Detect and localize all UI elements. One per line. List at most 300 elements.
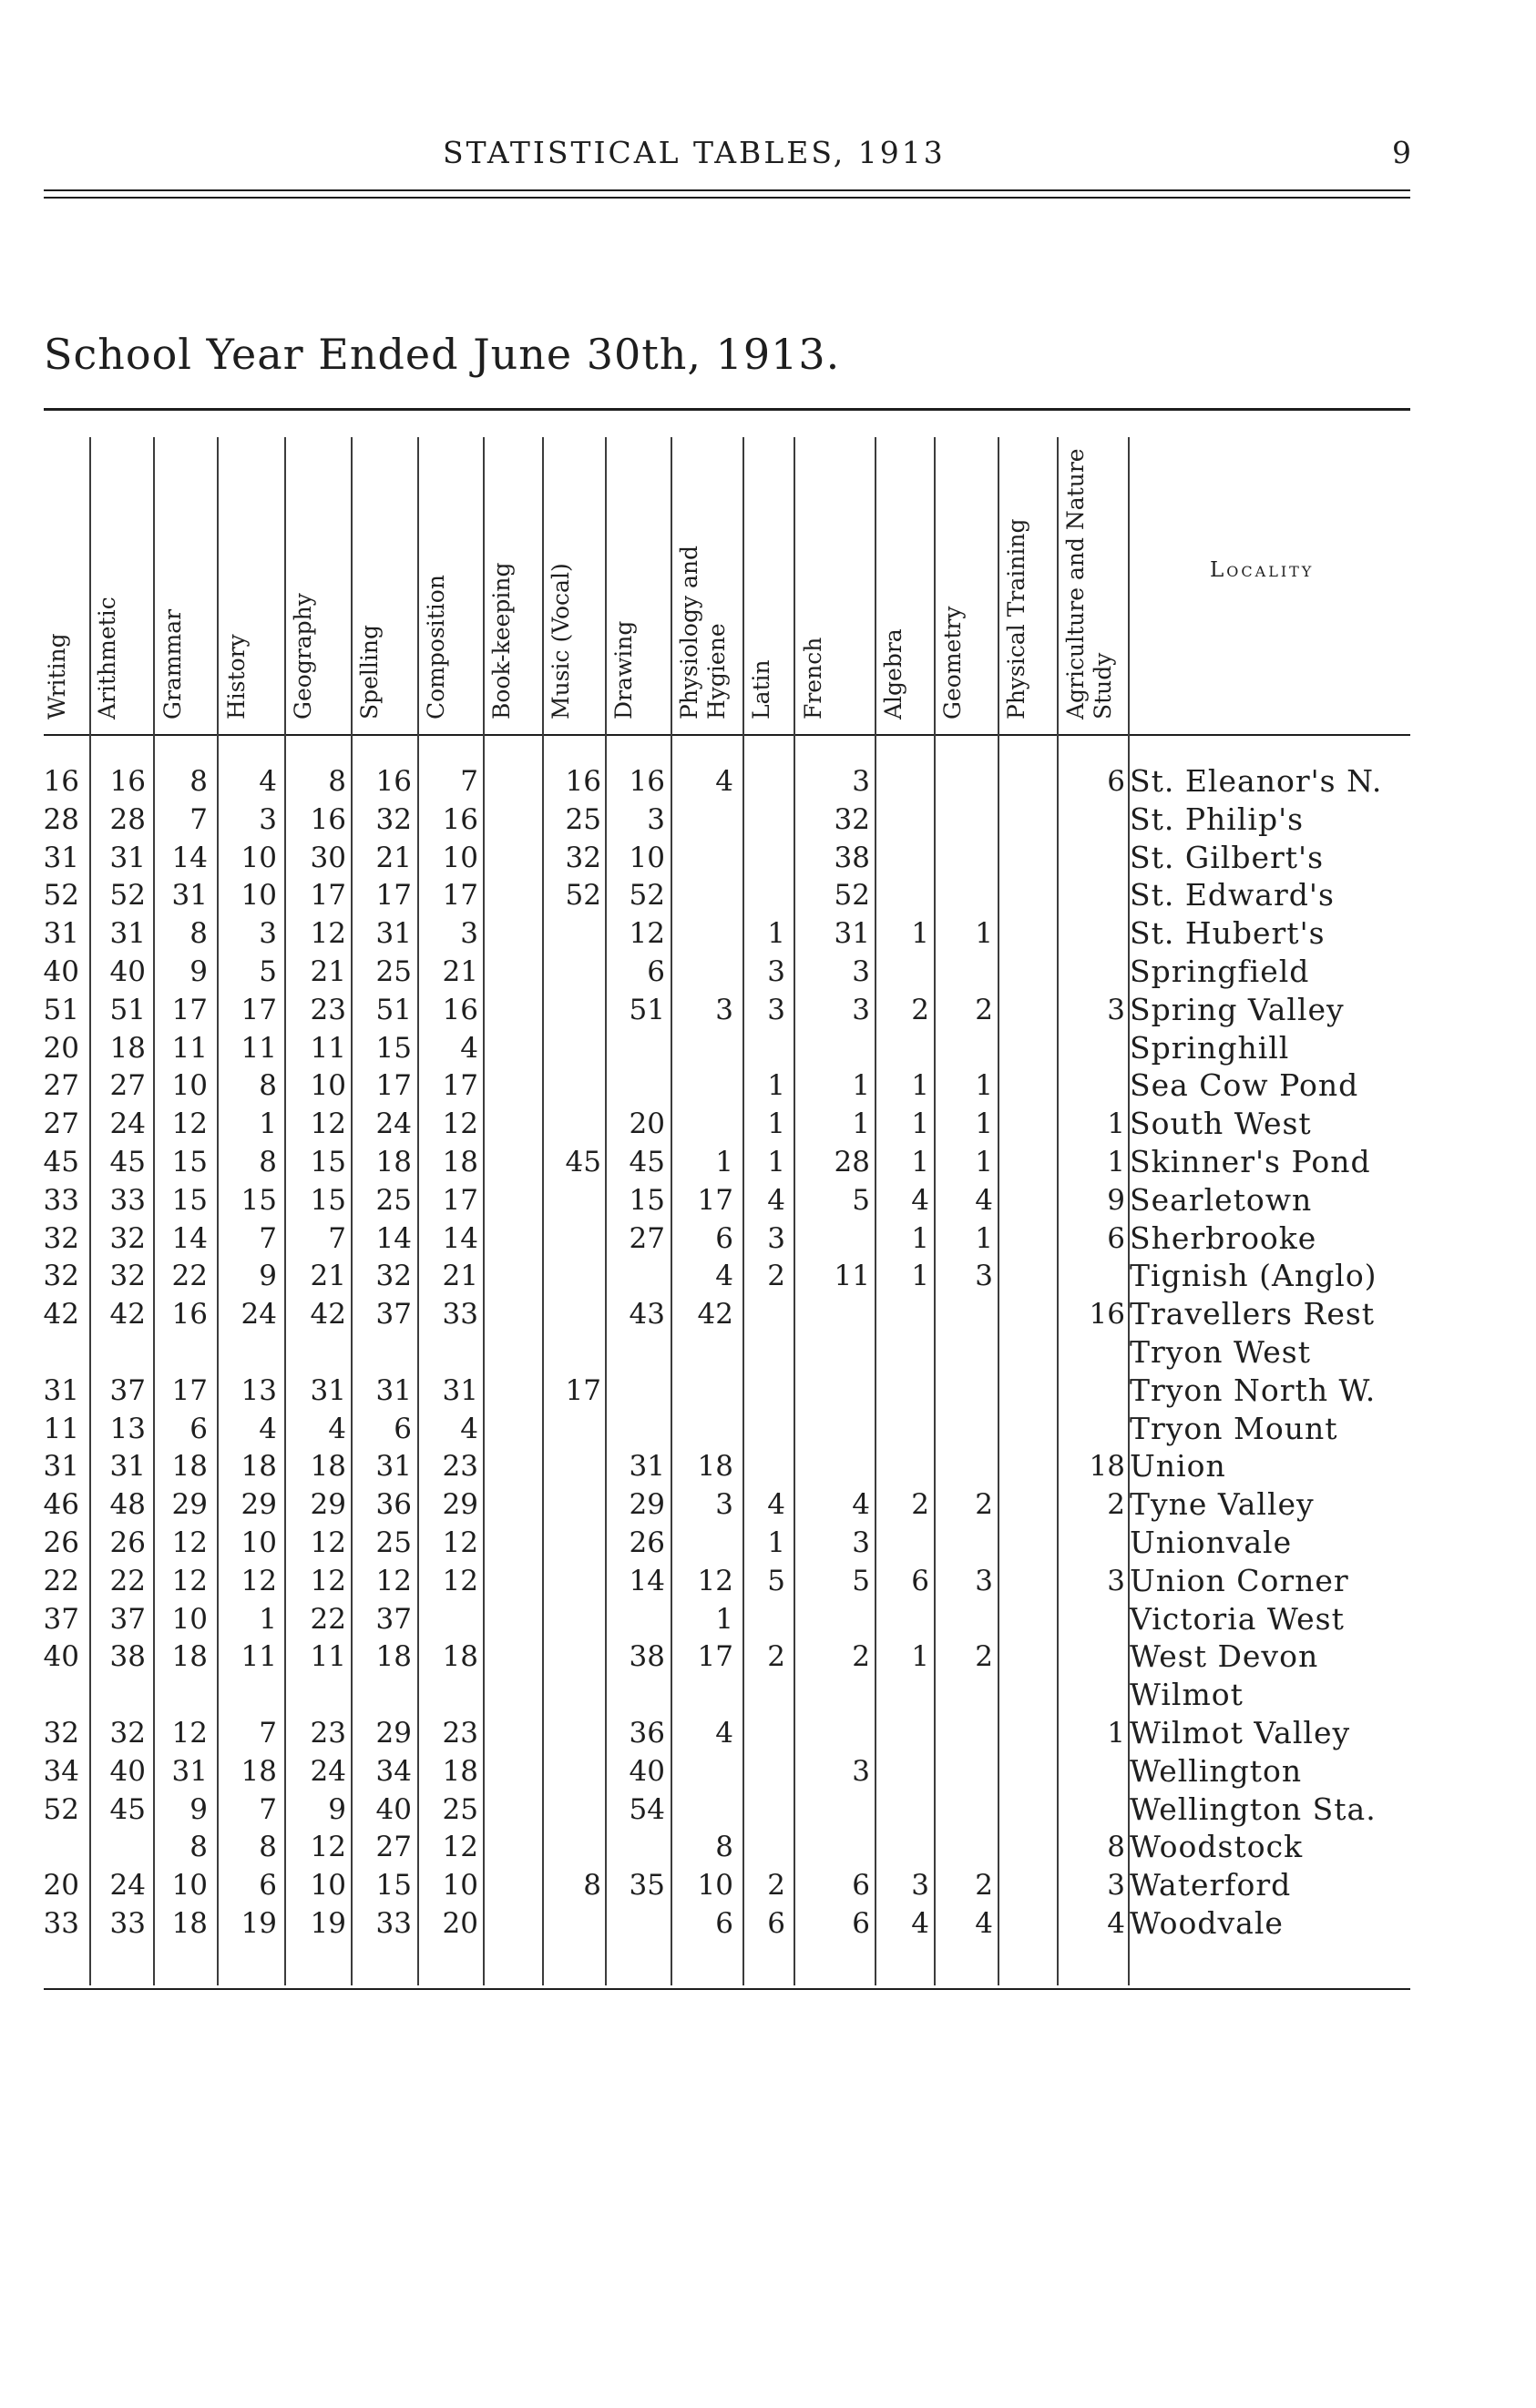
- locality-name: Tryon North W.: [1130, 1372, 1377, 1408]
- cell-french: 3: [852, 993, 870, 1026]
- cell-composition: 18: [442, 1754, 478, 1788]
- cell-spelling: 6: [394, 1412, 412, 1445]
- cell-arithmetic: 32: [109, 1717, 146, 1750]
- cell-music-vocal: 52: [565, 879, 601, 913]
- cell-composition: 31: [442, 1373, 478, 1407]
- header-algebra: Algebra: [880, 628, 906, 719]
- column-rule: [284, 437, 286, 1985]
- cell-geography: 8: [328, 765, 346, 798]
- cell-composition: 17: [442, 879, 478, 913]
- cell-french: 28: [834, 1146, 870, 1178]
- cell-writing: 34: [43, 1754, 79, 1788]
- column-rule: [89, 437, 91, 1985]
- cell-history: 11: [241, 1031, 277, 1065]
- cell-grammar: 10: [171, 1069, 208, 1103]
- cell-writing: 32: [43, 1221, 79, 1255]
- cell-writing: 31: [43, 1373, 79, 1407]
- cell-composition: 14: [442, 1221, 478, 1255]
- cell-spelling: 25: [375, 1526, 412, 1559]
- cell-geography: 42: [310, 1298, 346, 1332]
- cell-agriculture-and-nature-study: 16: [1089, 1298, 1125, 1332]
- cell-latin: 2: [767, 1260, 785, 1293]
- cell-agriculture-and-nature-study: 9: [1107, 1183, 1125, 1217]
- cell-spelling: 32: [375, 1260, 412, 1293]
- cell-arithmetic: 40: [109, 955, 146, 988]
- cell-composition: 21: [442, 955, 478, 988]
- cell-history: 24: [241, 1298, 277, 1332]
- cell-agriculture-and-nature-study: 2: [1107, 1488, 1125, 1522]
- cell-composition: 12: [442, 1831, 478, 1864]
- cell-physiology-and-hygiene: 1: [715, 1146, 733, 1178]
- column-rule: [742, 437, 744, 1985]
- locality-name: Wilmot Valley: [1130, 1715, 1351, 1750]
- cell-physiology-and-hygiene: 12: [697, 1564, 733, 1597]
- cell-history: 10: [241, 879, 277, 913]
- locality-name: Tignish (Anglo): [1130, 1258, 1377, 1294]
- cell-spelling: 32: [375, 802, 412, 836]
- cell-arithmetic: 31: [109, 917, 146, 951]
- column-rule: [671, 437, 672, 1985]
- cell-writing: 20: [43, 1031, 79, 1065]
- cell-geography: 10: [310, 1069, 346, 1103]
- cell-geography: 21: [310, 955, 346, 988]
- cell-writing: 31: [43, 841, 79, 874]
- cell-music-vocal: 17: [565, 1373, 601, 1407]
- cell-algebra: 2: [911, 1488, 929, 1522]
- column-rule: [417, 437, 419, 1985]
- cell-french: 6: [852, 1907, 870, 1940]
- cell-french: 3: [852, 1754, 870, 1788]
- header-arithmetic: Arithmetic: [94, 597, 120, 719]
- cell-music-vocal: 45: [565, 1146, 601, 1178]
- cell-french: 38: [834, 841, 870, 874]
- cell-composition: 25: [442, 1792, 478, 1826]
- cell-arithmetic: 31: [109, 1450, 146, 1484]
- cell-spelling: 16: [375, 765, 412, 798]
- cell-composition: 12: [442, 1107, 478, 1141]
- cell-geography: 4: [328, 1412, 346, 1445]
- cell-composition: 4: [460, 1412, 478, 1445]
- cell-spelling: 25: [375, 955, 412, 988]
- cell-writing: 27: [43, 1069, 79, 1103]
- cell-geography: 12: [310, 917, 346, 951]
- cell-history: 5: [259, 955, 277, 988]
- cell-writing: 33: [43, 1183, 79, 1217]
- cell-composition: 23: [442, 1717, 478, 1750]
- cell-latin: 1: [767, 1069, 785, 1103]
- cell-grammar: 8: [189, 1831, 208, 1864]
- cell-agriculture-and-nature-study: 4: [1107, 1907, 1125, 1940]
- cell-arithmetic: 24: [109, 1869, 146, 1903]
- cell-writing: 32: [43, 1260, 79, 1293]
- table-caption: School Year Ended June 30th, 1913.: [44, 330, 841, 379]
- cell-algebra: 1: [911, 1069, 929, 1103]
- cell-drawing: 38: [629, 1640, 665, 1674]
- cell-history: 7: [259, 1717, 277, 1750]
- cell-writing: 16: [43, 765, 79, 798]
- locality-name: St. Hubert's: [1130, 915, 1326, 952]
- locality-name: St. Gilbert's: [1130, 839, 1325, 875]
- cell-spelling: 17: [375, 1069, 412, 1103]
- cell-geography: 19: [310, 1907, 346, 1940]
- cell-history: 7: [259, 1792, 277, 1826]
- cell-geography: 30: [310, 841, 346, 874]
- cell-geography: 18: [310, 1450, 346, 1484]
- cell-grammar: 17: [171, 993, 208, 1026]
- header-geography: Geography: [290, 593, 316, 719]
- header-latin: Latin: [748, 659, 774, 719]
- cell-latin: 1: [767, 917, 785, 951]
- header-bottom-rule: [44, 734, 1410, 736]
- cell-spelling: 12: [375, 1564, 412, 1597]
- cell-composition: 12: [442, 1564, 478, 1597]
- locality-name: Tyne Valley: [1130, 1486, 1315, 1523]
- cell-spelling: 34: [375, 1754, 412, 1788]
- cell-composition: 16: [442, 802, 478, 836]
- cell-grammar: 18: [171, 1907, 208, 1940]
- cell-spelling: 25: [375, 1183, 412, 1217]
- cell-french: 4: [852, 1488, 870, 1522]
- cell-agriculture-and-nature-study: 3: [1107, 1564, 1125, 1597]
- cell-spelling: 31: [375, 1373, 412, 1407]
- cell-writing: 31: [43, 917, 79, 951]
- cell-physiology-and-hygiene: 1: [715, 1602, 733, 1636]
- cell-grammar: 17: [171, 1373, 208, 1407]
- cell-agriculture-and-nature-study: 1: [1107, 1107, 1125, 1141]
- cell-grammar: 15: [171, 1146, 208, 1178]
- locality-name: Springfield: [1130, 954, 1310, 989]
- column-rule: [217, 437, 219, 1985]
- header-french: French: [800, 637, 826, 719]
- column-rule: [483, 437, 485, 1985]
- cell-arithmetic: 31: [109, 841, 146, 874]
- locality-name: Skinner's Pond: [1130, 1144, 1371, 1179]
- cell-physiology-and-hygiene: 6: [715, 1221, 733, 1255]
- cell-history: 29: [241, 1488, 277, 1522]
- cell-geometry: 1: [975, 1221, 993, 1255]
- cell-geography: 12: [310, 1526, 346, 1559]
- cell-geography: 17: [310, 879, 346, 913]
- cell-music-vocal: 32: [565, 841, 601, 874]
- cell-latin: 4: [767, 1488, 785, 1522]
- cell-drawing: 27: [629, 1221, 665, 1255]
- header-rule-bottom: [44, 197, 1410, 199]
- cell-history: 1: [259, 1107, 277, 1141]
- cell-arithmetic: 28: [109, 802, 146, 836]
- cell-geometry: 3: [975, 1564, 993, 1597]
- page-number: 9: [1392, 135, 1411, 170]
- cell-history: 11: [241, 1640, 277, 1674]
- cell-arithmetic: 48: [109, 1488, 146, 1522]
- column-rule: [605, 437, 607, 1985]
- cell-arithmetic: 32: [109, 1221, 146, 1255]
- cell-physiology-and-hygiene: 10: [697, 1869, 733, 1903]
- table-top-rule: [44, 408, 1410, 411]
- cell-drawing: 14: [629, 1564, 665, 1597]
- locality-name: St. Edward's: [1130, 877, 1335, 913]
- cell-algebra: 1: [911, 1640, 929, 1674]
- cell-spelling: 15: [375, 1869, 412, 1903]
- cell-physiology-and-hygiene: 4: [715, 1260, 733, 1293]
- cell-algebra: 4: [911, 1183, 929, 1217]
- cell-history: 10: [241, 1526, 277, 1559]
- cell-music-vocal: 25: [565, 802, 601, 836]
- header-drawing: Drawing: [610, 620, 637, 719]
- header-music-vocal: Music (Vocal): [548, 563, 574, 719]
- cell-french: 3: [852, 955, 870, 988]
- cell-algebra: 1: [911, 1221, 929, 1255]
- header-book-keeping: Book-keeping: [488, 562, 515, 719]
- cell-composition: 12: [442, 1526, 478, 1559]
- cell-latin: 6: [767, 1907, 785, 1940]
- cell-drawing: 20: [629, 1107, 665, 1141]
- running-title: STATISTICAL TABLES, 1913: [443, 135, 946, 170]
- cell-history: 3: [259, 917, 277, 951]
- header-physiology-and-hygiene: Physiology and Hygiene: [676, 545, 730, 719]
- cell-grammar: 11: [171, 1031, 208, 1065]
- cell-grammar: 6: [189, 1412, 208, 1445]
- cell-algebra: 1: [911, 917, 929, 951]
- cell-drawing: 36: [629, 1717, 665, 1750]
- cell-physiology-and-hygiene: 8: [715, 1831, 733, 1864]
- cell-drawing: 51: [629, 993, 665, 1026]
- cell-spelling: 31: [375, 917, 412, 951]
- cell-history: 3: [259, 802, 277, 836]
- cell-geography: 23: [310, 1717, 346, 1750]
- cell-spelling: 37: [375, 1602, 412, 1636]
- cell-writing: 40: [43, 955, 79, 988]
- cell-drawing: 43: [629, 1298, 665, 1332]
- cell-french: 31: [834, 917, 870, 951]
- cell-composition: 18: [442, 1640, 478, 1674]
- column-rule: [998, 437, 999, 1985]
- cell-french: 11: [834, 1260, 870, 1293]
- cell-arithmetic: 52: [109, 879, 146, 913]
- cell-geography: 29: [310, 1488, 346, 1522]
- cell-history: 19: [241, 1907, 277, 1940]
- column-rule: [351, 437, 353, 1985]
- cell-grammar: 14: [171, 1221, 208, 1255]
- cell-agriculture-and-nature-study: 1: [1107, 1717, 1125, 1750]
- header-composition: Composition: [423, 575, 449, 719]
- cell-composition: 16: [442, 993, 478, 1026]
- cell-history: 15: [241, 1183, 277, 1217]
- cell-history: 8: [259, 1831, 277, 1864]
- cell-grammar: 12: [171, 1526, 208, 1559]
- cell-algebra: 1: [911, 1260, 929, 1293]
- cell-physiology-and-hygiene: 17: [697, 1640, 733, 1674]
- locality-name: Tryon West: [1130, 1334, 1311, 1370]
- cell-arithmetic: 26: [109, 1526, 146, 1559]
- cell-spelling: 15: [375, 1031, 412, 1065]
- cell-writing: 42: [43, 1298, 79, 1332]
- locality-name: South West: [1130, 1106, 1312, 1142]
- cell-grammar: 8: [189, 765, 208, 798]
- locality-name: Union Corner: [1130, 1562, 1349, 1598]
- header-spelling: Spelling: [356, 624, 383, 719]
- locality-name: Sea Cow Pond: [1130, 1067, 1359, 1104]
- cell-arithmetic: 51: [109, 993, 146, 1026]
- cell-history: 10: [241, 841, 277, 874]
- cell-latin: 3: [767, 993, 785, 1026]
- cell-history: 1: [259, 1602, 277, 1636]
- locality-name: Wellington: [1130, 1752, 1303, 1789]
- cell-writing: 33: [43, 1907, 79, 1940]
- cell-grammar: 12: [171, 1564, 208, 1597]
- column-rule: [153, 437, 155, 1985]
- cell-history: 12: [241, 1564, 277, 1597]
- cell-arithmetic: 13: [109, 1412, 146, 1445]
- cell-spelling: 17: [375, 879, 412, 913]
- cell-history: 8: [259, 1069, 277, 1103]
- cell-agriculture-and-nature-study: 3: [1107, 993, 1125, 1026]
- cell-grammar: 9: [189, 1792, 208, 1826]
- locality-name: Victoria West: [1130, 1600, 1345, 1637]
- cell-grammar: 10: [171, 1602, 208, 1636]
- cell-geography: 16: [310, 802, 346, 836]
- cell-drawing: 6: [647, 955, 665, 988]
- cell-spelling: 21: [375, 841, 412, 874]
- cell-drawing: 29: [629, 1488, 665, 1522]
- cell-physiology-and-hygiene: 4: [715, 765, 733, 798]
- cell-drawing: 52: [629, 879, 665, 913]
- cell-physiology-and-hygiene: 18: [697, 1450, 733, 1484]
- header-locality: Locality: [1210, 558, 1315, 582]
- cell-geography: 11: [310, 1640, 346, 1674]
- cell-writing: 32: [43, 1717, 79, 1750]
- cell-history: 17: [241, 993, 277, 1026]
- cell-grammar: 8: [189, 917, 208, 951]
- cell-french: 2: [852, 1640, 870, 1674]
- cell-french: 1: [852, 1107, 870, 1141]
- cell-grammar: 18: [171, 1640, 208, 1674]
- cell-latin: 1: [767, 1107, 785, 1141]
- cell-french: 3: [852, 765, 870, 798]
- locality-name: West Devon: [1130, 1638, 1319, 1675]
- cell-french: 5: [852, 1183, 870, 1217]
- cell-arithmetic: 38: [109, 1640, 146, 1674]
- cell-grammar: 31: [171, 879, 208, 913]
- column-rule: [1057, 437, 1059, 1985]
- cell-algebra: 1: [911, 1146, 929, 1178]
- cell-geography: 22: [310, 1602, 346, 1636]
- cell-geometry: 1: [975, 1146, 993, 1178]
- cell-algebra: 6: [911, 1564, 929, 1597]
- cell-arithmetic: 24: [109, 1107, 146, 1141]
- cell-history: 6: [259, 1869, 277, 1903]
- cell-arithmetic: 40: [109, 1754, 146, 1788]
- cell-physiology-and-hygiene: 42: [697, 1298, 733, 1332]
- cell-arithmetic: 45: [109, 1146, 146, 1178]
- cell-drawing: 31: [629, 1450, 665, 1484]
- header-rule-top: [44, 189, 1410, 191]
- cell-grammar: 14: [171, 841, 208, 874]
- locality-name: Wilmot: [1130, 1677, 1244, 1713]
- cell-composition: 4: [460, 1031, 478, 1065]
- cell-writing: 52: [43, 1792, 79, 1826]
- cell-algebra: 1: [911, 1107, 929, 1141]
- cell-grammar: 12: [171, 1717, 208, 1750]
- locality-name: St. Philip's: [1130, 801, 1305, 837]
- cell-writing: 45: [43, 1146, 79, 1178]
- cell-physiology-and-hygiene: 3: [715, 993, 733, 1026]
- cell-french: 5: [852, 1564, 870, 1597]
- cell-agriculture-and-nature-study: 1: [1107, 1146, 1125, 1178]
- cell-algebra: 3: [911, 1869, 929, 1903]
- cell-geometry: 2: [975, 1640, 993, 1674]
- cell-physiology-and-hygiene: 4: [715, 1717, 733, 1750]
- cell-writing: 27: [43, 1107, 79, 1141]
- cell-history: 4: [259, 1412, 277, 1445]
- cell-latin: 4: [767, 1183, 785, 1217]
- cell-arithmetic: 33: [109, 1183, 146, 1217]
- cell-geometry: 4: [975, 1907, 993, 1940]
- cell-grammar: 9: [189, 955, 208, 988]
- cell-drawing: 45: [629, 1146, 665, 1178]
- locality-name: Waterford: [1130, 1867, 1292, 1903]
- cell-spelling: 40: [375, 1792, 412, 1826]
- cell-french: 1: [852, 1069, 870, 1103]
- cell-geometry: 1: [975, 1069, 993, 1103]
- cell-composition: 17: [442, 1069, 478, 1103]
- cell-geography: 23: [310, 993, 346, 1026]
- cell-agriculture-and-nature-study: 3: [1107, 1869, 1125, 1903]
- cell-drawing: 15: [629, 1183, 665, 1217]
- cell-writing: 51: [43, 993, 79, 1026]
- cell-history: 8: [259, 1146, 277, 1178]
- column-rule: [875, 437, 876, 1985]
- cell-composition: 20: [442, 1907, 478, 1940]
- cell-arithmetic: 37: [109, 1373, 146, 1407]
- cell-spelling: 14: [375, 1221, 412, 1255]
- cell-drawing: 12: [629, 917, 665, 951]
- locality-name: Union: [1130, 1448, 1226, 1485]
- cell-arithmetic: 37: [109, 1602, 146, 1636]
- cell-geography: 12: [310, 1107, 346, 1141]
- cell-arithmetic: 42: [109, 1298, 146, 1332]
- cell-latin: 3: [767, 1221, 785, 1255]
- cell-writing: 31: [43, 1450, 79, 1484]
- locality-name: Tryon Mount: [1130, 1410, 1338, 1446]
- cell-spelling: 33: [375, 1907, 412, 1940]
- cell-geometry: 2: [975, 993, 993, 1026]
- cell-french: 3: [852, 1526, 870, 1559]
- cell-writing: 22: [43, 1564, 79, 1597]
- locality-name: St. Eleanor's N.: [1130, 763, 1383, 799]
- cell-geometry: 3: [975, 1260, 993, 1293]
- cell-spelling: 36: [375, 1488, 412, 1522]
- cell-composition: 18: [442, 1146, 478, 1178]
- cell-grammar: 12: [171, 1107, 208, 1141]
- cell-geography: 9: [328, 1792, 346, 1826]
- locality-name: Woodvale: [1130, 1905, 1284, 1941]
- cell-geography: 12: [310, 1564, 346, 1597]
- cell-composition: 3: [460, 917, 478, 951]
- header-physical-training: Physical Training: [1003, 518, 1029, 719]
- cell-arithmetic: 16: [109, 765, 146, 798]
- cell-writing: 11: [43, 1412, 79, 1445]
- cell-physiology-and-hygiene: 3: [715, 1488, 733, 1522]
- cell-drawing: 16: [629, 765, 665, 798]
- header-history: History: [223, 634, 250, 719]
- cell-geography: 15: [310, 1146, 346, 1178]
- cell-writing: 46: [43, 1488, 79, 1522]
- cell-latin: 2: [767, 1640, 785, 1674]
- cell-history: 18: [241, 1450, 277, 1484]
- cell-music-vocal: 8: [583, 1869, 601, 1903]
- cell-composition: 23: [442, 1450, 478, 1484]
- locality-name: Wellington Sta.: [1130, 1791, 1377, 1827]
